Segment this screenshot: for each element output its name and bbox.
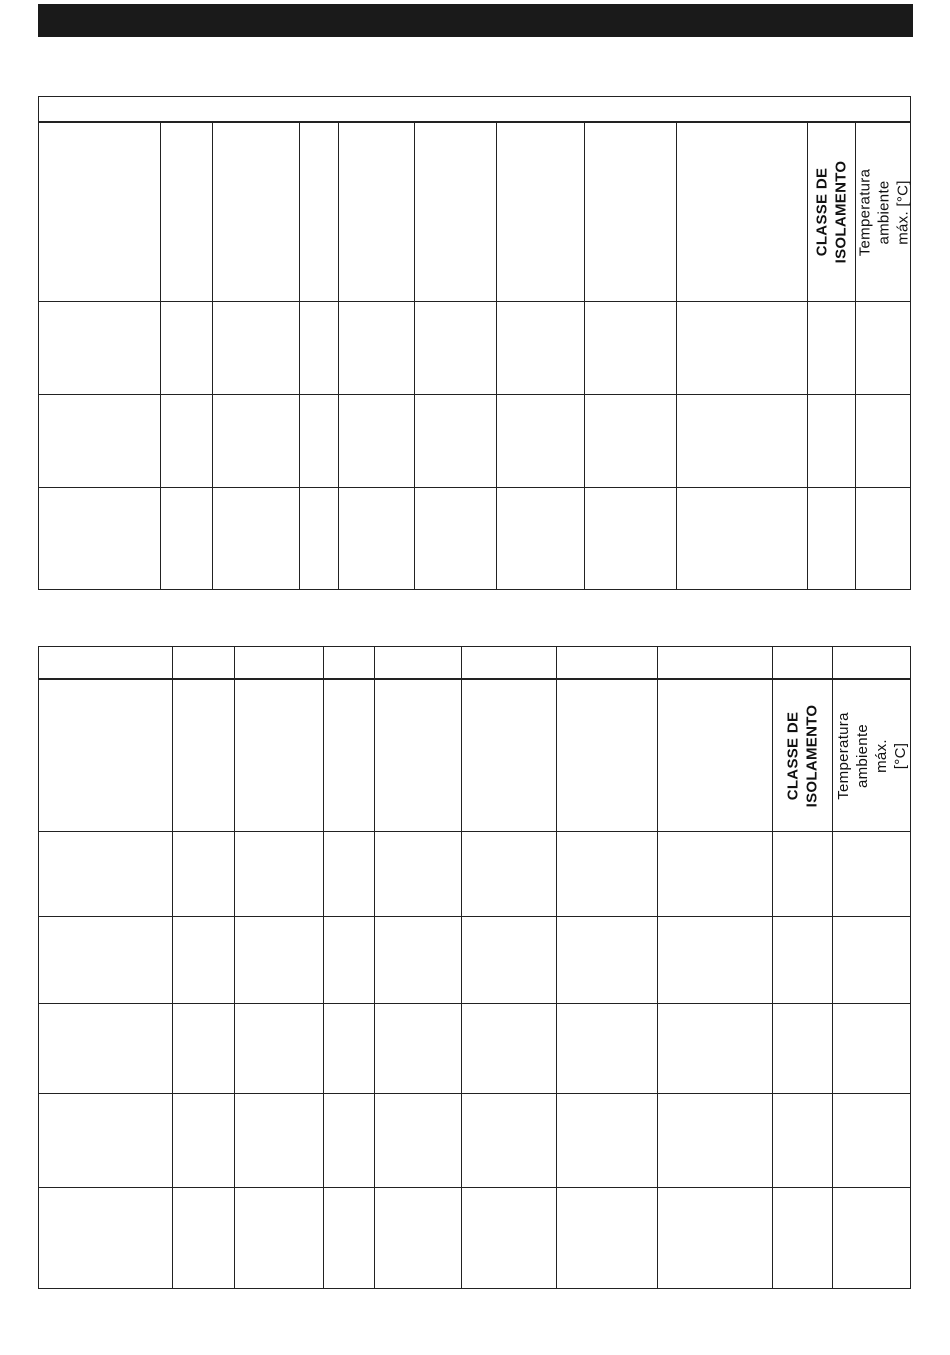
table-2-insulation-class-label: CLASSE DE ISOLAMENTO [784,704,821,807]
table-2-row-divider [38,831,911,832]
table-2-col-divider [323,646,324,1289]
table-2-row-divider [38,1093,911,1094]
table-2-col-divider [374,646,375,1289]
table-1-col-divider [338,122,339,590]
table-1-col-divider [160,122,161,590]
table-2-col-divider [657,646,658,1289]
table-2-ambient-temp-header [833,680,911,831]
table-1-row-divider [38,487,911,488]
table-1-col-divider [496,122,497,590]
table-2-col-divider [234,646,235,1289]
header-bar [38,4,913,37]
table-1-row-divider [38,394,911,395]
table-1-ambient-temp-label: Temperatura ambiente máx. [°C] [856,168,912,256]
table-1-col-divider [212,122,213,590]
table-1-insulation-class-header [808,123,855,301]
table-2-ambient-temp-label: Temperatura ambiente máx. [°C] [835,711,910,800]
table-2-col-divider [461,646,462,1289]
table-2-row-divider [38,1003,911,1004]
table-2-insulation-class-header [773,680,832,831]
table-1-col-divider [299,122,300,590]
table-1-col-divider [676,122,677,590]
table-1 [38,96,911,590]
table-1-row-divider [38,301,911,302]
table-1-col-divider [584,122,585,590]
table-2-col-divider [172,646,173,1289]
table-1-col-divider [414,122,415,590]
table-1-title-divider [38,121,911,123]
table-2-row-divider [38,916,911,917]
table-2-col-divider [556,646,557,1289]
table-2-row-divider [38,1187,911,1188]
table-1-insulation-class-label: CLASSE DE ISOLAMENTO [813,160,850,264]
table-1-ambient-temp-header [856,123,911,301]
